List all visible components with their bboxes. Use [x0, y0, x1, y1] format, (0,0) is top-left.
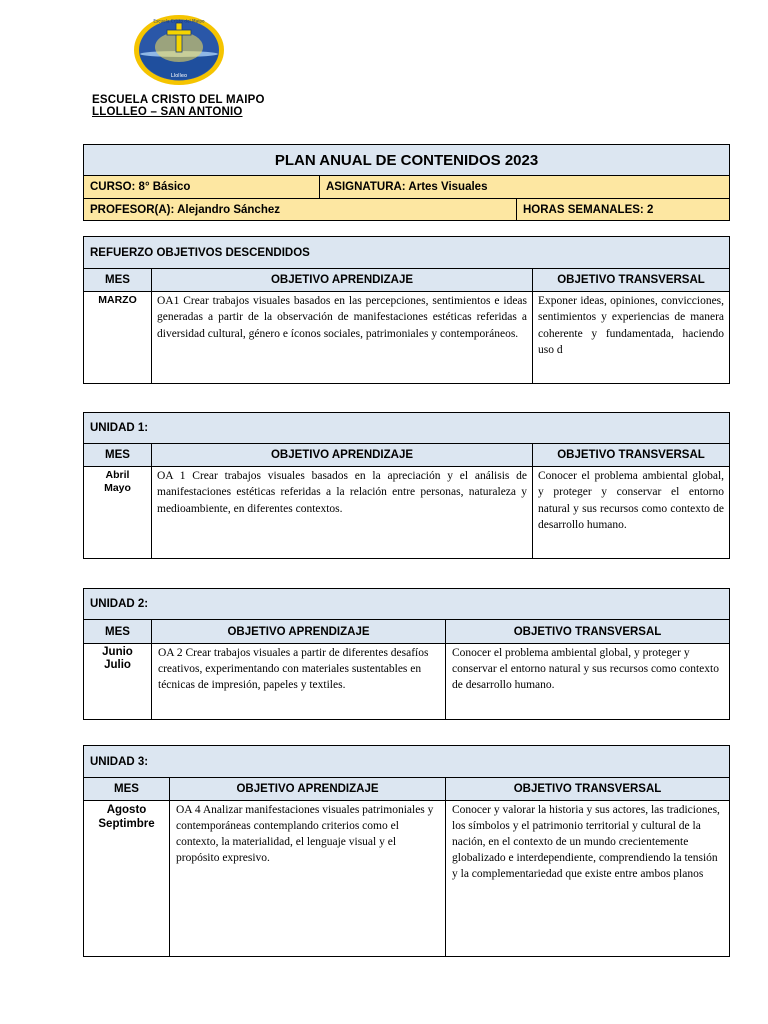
school-header [92, 94, 265, 118]
learning-objective: OA 4 Analizar manifestaciones visuales patrimoniales y contemporáneas contemplando criterios como el contexto, la materialidad, el lenguaje visual y el propósito expresivo. [170, 801, 446, 957]
month-label: MARZO [98, 294, 137, 306]
month-cell [84, 644, 152, 720]
col-header-objetivo-transversal: OBJETIVO TRANSVERSAL [446, 778, 730, 801]
section-unidad-1-table [83, 412, 730, 559]
section-title: REFUERZO OBJETIVOS DESCENDIDOS [84, 237, 730, 269]
col-header-objetivo-aprendizaje: OBJETIVO APRENDIZAJE [152, 620, 446, 644]
school-logo [133, 14, 225, 86]
col-header-objetivo-aprendizaje: OBJETIVO APRENDIZAJE [170, 778, 446, 801]
month-label: Julio [104, 659, 131, 671]
learning-objective: OA1 Crear trabajos visuales basados en las percepciones, sentimientos e ideas generadas a partir de la observación de manifestaciones estéticas referidas a diversidad cultural, género e íconos sociales, patrimoniales y contemporáneos. [152, 292, 533, 384]
month-cell [84, 801, 170, 957]
col-header-mes: MES [84, 620, 152, 644]
section-unidad-3-table [83, 745, 730, 957]
plan-header-table [83, 144, 730, 221]
section-unidad-2-table [83, 588, 730, 720]
month-label: Junio [102, 646, 133, 658]
learning-objective: OA 2 Crear trabajos visuales a partir de diferentes desafíos creativos, experimentando con materiales sustentables en técnicas de impresión, papeles y textiles. [152, 644, 446, 720]
col-header-mes: MES [84, 269, 152, 292]
col-header-objetivo-transversal: OBJETIVO TRANSVERSAL [446, 620, 730, 644]
course-label: CURSO: 8° Básico [84, 176, 320, 199]
plan-title: PLAN ANUAL DE CONTENIDOS 2023 [84, 145, 730, 176]
learning-objective: OA 1 Crear trabajos visuales basados en la apreciación y el análisis de manifestaciones estéticas referidas a la relación entre personas, naturaleza y medioambiente, en diferentes contextos. [152, 467, 533, 559]
month-cell [84, 467, 152, 559]
month-label: Abril [105, 469, 130, 481]
transversal-objective: Exponer ideas, opiniones, convicciones, sentimientos y experiencias de manera coherente y fundamentada, haciendo uso d [533, 292, 730, 384]
col-header-mes: MES [84, 778, 170, 801]
col-header-mes: MES [84, 444, 152, 467]
subject-label: ASIGNATURA: Artes Visuales [320, 176, 730, 199]
month-label: Mayo [104, 482, 131, 494]
svg-text:Escuela Cristo del Maipo: Escuela Cristo del Maipo [153, 18, 205, 24]
section-title: UNIDAD 2: [84, 589, 730, 620]
col-header-objetivo-transversal: OBJETIVO TRANSVERSAL [533, 269, 730, 292]
school-location: LLOLLEO – SAN ANTONIO [92, 106, 243, 118]
col-header-objetivo-aprendizaje: OBJETIVO APRENDIZAJE [152, 269, 533, 292]
section-title: UNIDAD 1: [84, 413, 730, 444]
weekly-hours-label: HORAS SEMANALES: 2 [517, 199, 730, 221]
month-cell [84, 292, 152, 384]
teacher-label: PROFESOR(A): Alejandro Sánchez [84, 199, 517, 221]
col-header-objetivo-aprendizaje: OBJETIVO APRENDIZAJE [152, 444, 533, 467]
col-header-objetivo-transversal: OBJETIVO TRANSVERSAL [533, 444, 730, 467]
section-refuerzo-table [83, 236, 730, 384]
svg-text:Llolleo: Llolleo [170, 73, 188, 79]
transversal-objective: Conocer el problema ambiental global, y proteger y conservar el entorno natural y sus recursos como contexto de desarrollo humano. [533, 467, 730, 559]
school-name: ESCUELA CRISTO DEL MAIPO [92, 94, 265, 106]
section-title: UNIDAD 3: [84, 746, 730, 778]
month-label: Agosto [106, 804, 147, 816]
transversal-objective: Conocer el problema ambiental global, y proteger y conservar el entorno natural y sus recursos como contexto de desarrollo humano. [446, 644, 730, 720]
month-label: Septimbre [98, 818, 155, 830]
transversal-objective: Conocer y valorar la historia y sus actores, las tradiciones, los símbolos y el patrimonio territorial y cultural de la nación, en el contexto de un mundo crecientemente globalizado e interdependiente, comprendiendo la tensión y la complementariedad que existe entre ambos planos [446, 801, 730, 957]
